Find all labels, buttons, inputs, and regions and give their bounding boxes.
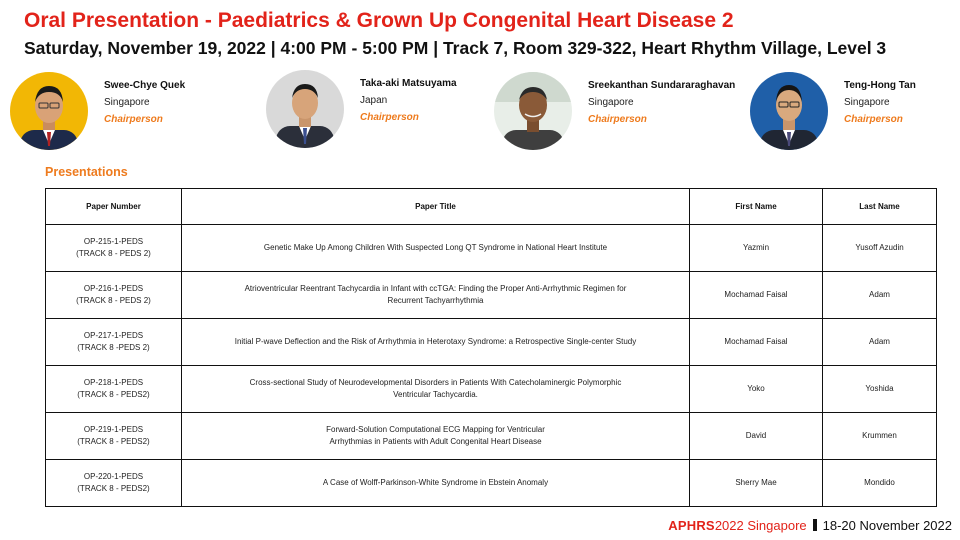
- avatar: [750, 72, 828, 150]
- last-name: Adam: [823, 319, 937, 366]
- paper-title: Initial P-wave Deflection and the Risk of Arrhythmia in Heterotaxy Syndrome: a Retrospective Single-center Study: [234, 337, 637, 347]
- chair-country: Singapore: [588, 97, 634, 108]
- chair-role: Chairperson: [104, 114, 163, 125]
- table-row: [46, 225, 937, 272]
- column-header: Paper Number: [46, 189, 182, 225]
- brand-year: 2022: [714, 518, 744, 533]
- brand-city: Singapore: [747, 518, 807, 533]
- column-header: First Name: [690, 189, 823, 225]
- paper-number: OP-215-1-PEDS: [83, 237, 144, 247]
- paper-title-cont: Ventricular Tachycardia.: [393, 390, 478, 399]
- chair-name: Teng-Hong Tan: [844, 80, 916, 91]
- event-dates: 18-20 November 2022: [822, 518, 952, 533]
- paper-number: OP-218-1-PEDS: [83, 378, 144, 388]
- paper-track: (TRACK 8 - PEDS2): [77, 484, 150, 493]
- avatar: [266, 70, 344, 148]
- chair-country: Japan: [360, 95, 388, 106]
- chair-name: Taka-aki Matsuyama: [360, 78, 457, 89]
- paper-title-cell: [182, 319, 690, 366]
- event-footer: [668, 518, 952, 533]
- paper-title-cell: [182, 366, 690, 413]
- paper-number-cell: [46, 366, 182, 413]
- person-photo-icon: [10, 72, 88, 150]
- paper-number: OP-220-1-PEDS: [83, 472, 144, 482]
- avatar: [10, 72, 88, 150]
- table-header-row: [46, 189, 937, 225]
- paper-number: OP-216-1-PEDS: [83, 284, 144, 294]
- paper-title: Atrioventricular Reentrant Tachycardia in Infant with ccTGA: Finding the Proper Anti-Arrhythmic Regimen for: [244, 284, 627, 294]
- first-name: David: [690, 413, 823, 460]
- paper-number-cell: [46, 225, 182, 272]
- paper-track: (TRACK 8 - PEDS2): [77, 437, 150, 446]
- section-title: Presentations: [45, 165, 128, 179]
- first-name: Yazmin: [690, 225, 823, 272]
- last-name: Yusoff Azudin: [823, 225, 937, 272]
- paper-title-cont: Arrhythmias in Patients with Adult Congenital Heart Disease: [329, 437, 542, 446]
- paper-title-cell: [182, 413, 690, 460]
- paper-title-cont: Recurrent Tachyarrhythmia: [387, 296, 484, 305]
- person-photo-icon: [494, 72, 572, 150]
- avatar: [494, 72, 572, 150]
- paper-title-cell: [182, 460, 690, 507]
- paper-number-cell: [46, 460, 182, 507]
- paper-track: (TRACK 8 - PEDS2): [77, 390, 150, 399]
- paper-title: Cross-sectional Study of Neurodevelopmental Disorders in Patients With Catecholaminergic Polymorphic: [249, 378, 622, 388]
- session-details: Saturday, November 19, 2022 | 4:00 PM - 5:00 PM | Track 7, Room 329-322, Heart Rhythm Village, Level 3: [24, 38, 887, 58]
- paper-track: (TRACK 8 - PEDS 2): [76, 296, 151, 305]
- first-name: Mochamad Faisal: [690, 272, 823, 319]
- column-header: Paper Title: [182, 189, 690, 225]
- paper-title: Genetic Make Up Among Children With Suspected Long QT Syndrome in National Heart Institute: [263, 243, 608, 253]
- table-row: [46, 319, 937, 366]
- person-photo-icon: [266, 70, 344, 148]
- table-row: [46, 366, 937, 413]
- chair-role: Chairperson: [588, 114, 647, 125]
- paper-title-cell: [182, 225, 690, 272]
- brand-logo-text: APHRS: [668, 518, 715, 533]
- paper-number-cell: [46, 413, 182, 460]
- last-name: Krummen: [823, 413, 937, 460]
- chair-role: Chairperson: [844, 114, 903, 125]
- divider: [813, 519, 817, 531]
- chair-name: Sreekanthan Sundararaghavan: [588, 80, 736, 91]
- last-name: Adam: [823, 272, 937, 319]
- paper-title-cell: [182, 272, 690, 319]
- chair-country: Singapore: [844, 97, 890, 108]
- table-row: [46, 272, 937, 319]
- first-name: Sherry Mae: [690, 460, 823, 507]
- paper-number-cell: [46, 272, 182, 319]
- chair-country: Singapore: [104, 97, 150, 108]
- paper-title: Forward-Solution Computational ECG Mapping for Ventricular: [326, 425, 545, 435]
- page-title: Oral Presentation - Paediatrics & Grown Up Congenital Heart Disease 2: [24, 9, 734, 32]
- paper-number: OP-217-1-PEDS: [83, 331, 144, 341]
- column-header: Last Name: [823, 189, 937, 225]
- chair-role: Chairperson: [360, 112, 419, 123]
- first-name: Mochamad Faisal: [690, 319, 823, 366]
- last-name: Yoshida: [823, 366, 937, 413]
- table-row: [46, 413, 937, 460]
- table-row: [46, 460, 937, 507]
- last-name: Mondido: [823, 460, 937, 507]
- presentations-table: [45, 188, 937, 507]
- paper-track: (TRACK 8 - PEDS 2): [76, 249, 151, 258]
- chair-name: Swee-Chye Quek: [104, 80, 186, 91]
- first-name: Yoko: [690, 366, 823, 413]
- paper-title: A Case of Wolff-Parkinson-White Syndrome in Ebstein Anomaly: [322, 478, 549, 488]
- paper-number-cell: [46, 319, 182, 366]
- paper-track: (TRACK 8 -PEDS 2): [77, 343, 150, 352]
- person-photo-icon: [750, 72, 828, 150]
- paper-number: OP-219-1-PEDS: [83, 425, 144, 435]
